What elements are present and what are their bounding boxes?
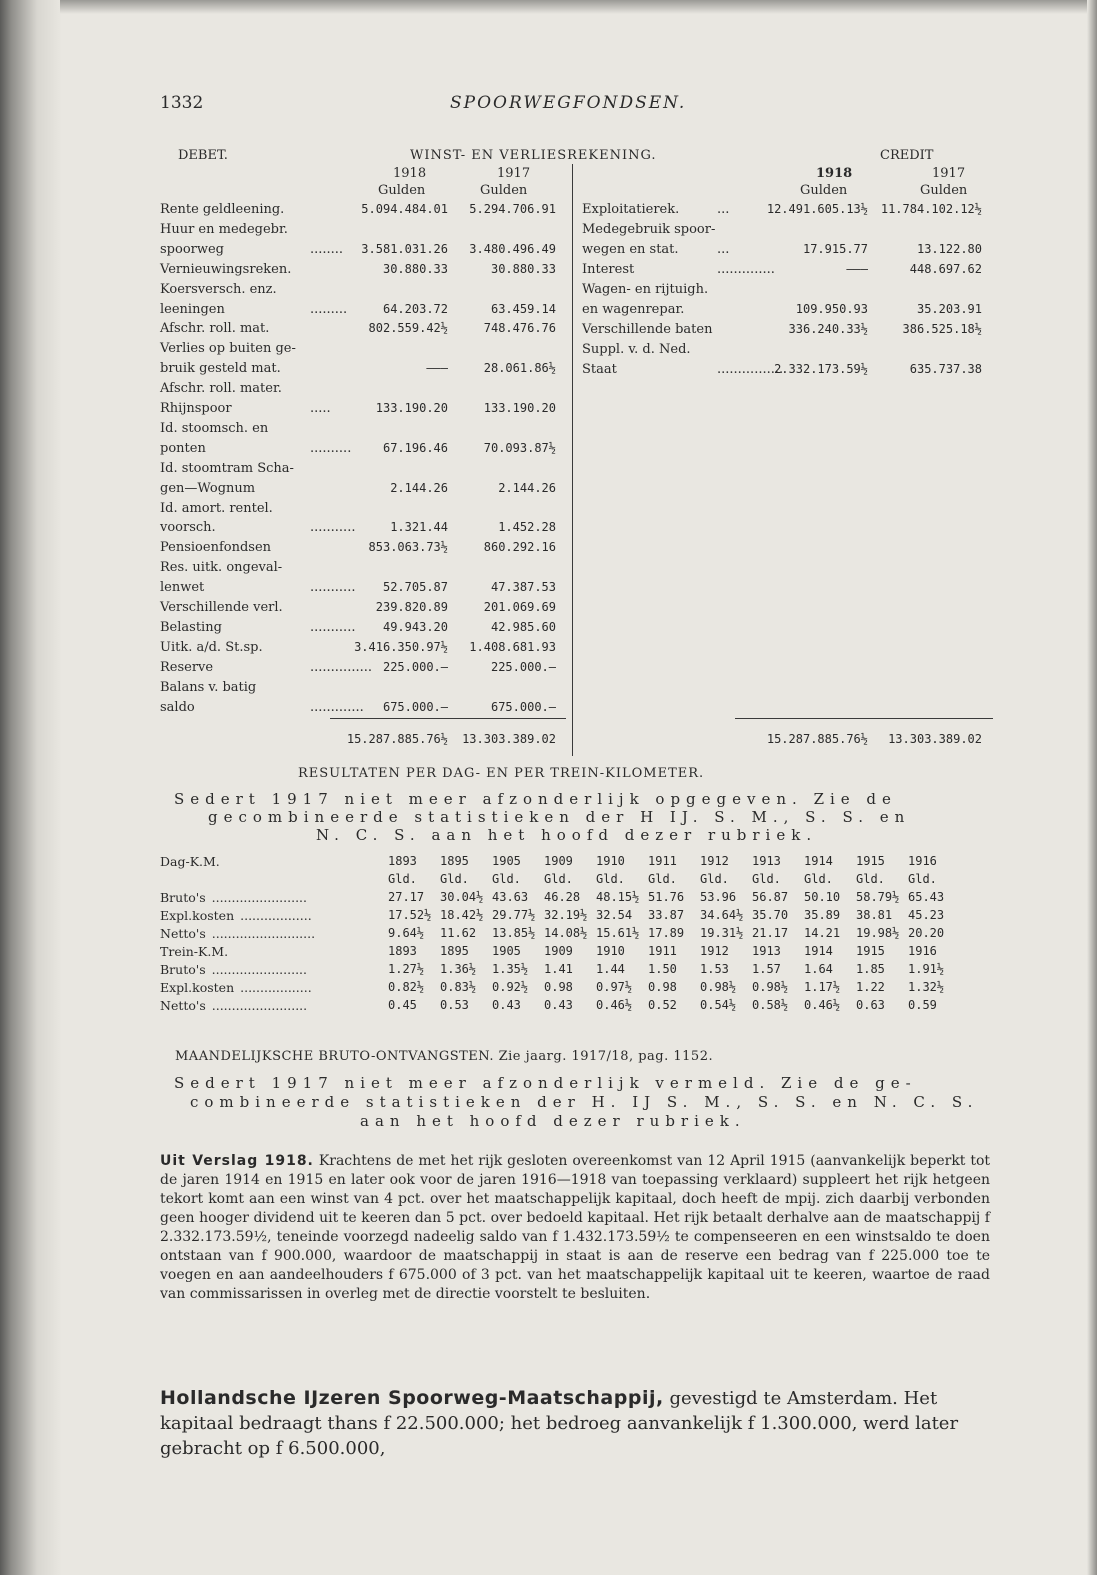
trein-years-row-cell: 1910 bbox=[596, 944, 625, 958]
trein-data-row-cell: 0.98 bbox=[544, 980, 573, 994]
credit-year-1917: 1917 bbox=[932, 166, 966, 181]
dag-years-row-cell: 1910 bbox=[596, 854, 625, 868]
dag-data-row-cell: 43.63 bbox=[492, 890, 529, 904]
credit-value-1918: 17.915.77 bbox=[802, 242, 868, 256]
debit-year-1917: 1917 bbox=[497, 166, 531, 181]
page-number: 1332 bbox=[160, 93, 204, 113]
trein-data-row-cell: 0.97½ bbox=[596, 980, 633, 994]
results-heading: RESULTATEN PER DAG- EN PER TREIN-KILOMETER. bbox=[298, 766, 705, 781]
credit-value-1917: 386.525.18½ bbox=[902, 322, 982, 336]
dag-years-row-cell: 1893 bbox=[388, 854, 417, 868]
trein-years-row-cell: 1909 bbox=[544, 944, 573, 958]
debit-value-1918: ——— bbox=[426, 361, 448, 376]
trein-years-row-cell: 1893 bbox=[388, 944, 417, 958]
debit-row-label: spoorweg bbox=[160, 241, 225, 257]
debit-row-label: saldo bbox=[160, 699, 195, 715]
trein-years-row-cell: 1914 bbox=[804, 944, 833, 958]
debit-total-rule bbox=[330, 718, 566, 719]
debit-row-leader-dots: ..... bbox=[310, 401, 331, 416]
dag-data-row-cell: 65.43 bbox=[908, 890, 945, 904]
trein-data-row-cell: 1.22 bbox=[856, 980, 885, 994]
dag-data-row-cell: 18.42½ bbox=[440, 908, 484, 922]
trein-data-row-cell: 0.63 bbox=[856, 998, 885, 1012]
trein-data-row-leader-dots: ........................ bbox=[211, 997, 308, 1013]
dag-data-row bbox=[160, 924, 960, 942]
unit-row bbox=[160, 870, 960, 888]
trein-data-row-cell: 0.52 bbox=[648, 998, 677, 1012]
results-note-line-3: N. C. S. aan het hoofd dezer rubriek. bbox=[316, 826, 818, 844]
trein-data-row-cell: 1.50 bbox=[648, 962, 677, 976]
dag-data-row-cell: 19.98½ bbox=[856, 926, 900, 940]
debit-value-1917: 70.093.87½ bbox=[483, 440, 556, 455]
credit-value-1917: 35.203.91 bbox=[916, 302, 982, 316]
debit-row-label: Rhijnspoor bbox=[160, 401, 232, 416]
debit-row-label: Id. stoomsch. en bbox=[160, 420, 269, 436]
debit-year-1918: 1918 bbox=[393, 166, 427, 181]
trein-data-row-label bbox=[160, 996, 388, 1014]
ledger-heading: WINST- EN VERLIESREKENING. bbox=[410, 148, 657, 163]
dag-data-row-leader-dots: ........................ bbox=[211, 889, 307, 905]
dag-data-row bbox=[160, 888, 960, 906]
dag-years-row-label-text: Dag-K.M. bbox=[160, 853, 220, 869]
debit-value-1918: 67.196.46 bbox=[382, 440, 448, 455]
unit-row-cell: Gld. bbox=[596, 872, 625, 886]
trein-data-row-cell: 0.98½ bbox=[700, 980, 737, 994]
debit-row-label: Verschillende verl. bbox=[160, 600, 283, 615]
dag-years-row-cell: 1915 bbox=[856, 854, 885, 868]
credit-total-1918: 15.287.885.76½ bbox=[766, 732, 868, 746]
page-right-edge bbox=[1087, 0, 1097, 1575]
dag-years-row-cell: 1911 bbox=[648, 854, 677, 868]
debit-value-1917: 3.480.496.49 bbox=[469, 241, 556, 256]
trein-data-row-cell: 0.92½ bbox=[492, 980, 529, 994]
debit-row-leader-dots: ............... bbox=[310, 659, 372, 675]
trein-years-row-cell: 1913 bbox=[752, 944, 781, 958]
dag-data-row-cell: 33.87 bbox=[648, 908, 685, 922]
dag-data-row-cell: 17.52½ bbox=[388, 908, 432, 922]
debit-row-label: Afschr. roll. mat. bbox=[160, 321, 270, 337]
dag-data-row-cell: 17.89 bbox=[648, 926, 685, 940]
trein-data-row-cell: 1.64 bbox=[804, 962, 833, 976]
unit-row-cell: Gld. bbox=[388, 872, 417, 886]
debit-row-leader-dots: ........... bbox=[310, 619, 356, 635]
debit-value-1918: 3.416.350.97½ bbox=[354, 639, 448, 654]
trein-data-row-cell: 1.91½ bbox=[908, 962, 945, 976]
unit-row-cell: Gld. bbox=[752, 872, 781, 886]
credit-value-1918: ——— bbox=[846, 262, 868, 276]
unit-row-cell: Gld. bbox=[856, 872, 885, 886]
debit-row-label: Rente geldleening. bbox=[160, 202, 285, 217]
dag-data-row-cell: 56.87 bbox=[752, 890, 789, 904]
debit-value-1917: 42.985.60 bbox=[490, 619, 556, 634]
credit-row-leader-dots: .............. bbox=[717, 262, 775, 277]
credit-total-1917: 13.303.389.02 bbox=[888, 732, 982, 746]
company-text: gevestigd te Amsterdam. Het kapitaal bedraagt thans f 22.500.000; het bedroeg aanvankelijk f 1.300.000, werd later gebracht op f 6.500.000, bbox=[160, 1388, 959, 1459]
trein-data-row-cell: 1.35½ bbox=[492, 962, 529, 976]
debit-row-label: Huur en medegebr. bbox=[160, 221, 288, 237]
trein-data-row-cell: 0.53 bbox=[440, 998, 469, 1012]
unit-row-cell: Gld. bbox=[544, 872, 573, 886]
debit-value-1918: 225.000.— bbox=[382, 659, 448, 674]
trein-years-row-label-text: Trein-K.M. bbox=[160, 943, 229, 959]
debit-row-label: Verlies op buiten ge- bbox=[160, 341, 296, 357]
trein-years-row-cell: 1912 bbox=[700, 944, 729, 958]
debit-value-1917: 1.452.28 bbox=[498, 520, 556, 535]
trein-data-row-cell: 0.58½ bbox=[752, 998, 789, 1012]
dag-years-row-label bbox=[160, 852, 388, 870]
dag-years-row-cell: 1913 bbox=[752, 854, 781, 868]
credit-year-1918: 1918 bbox=[816, 166, 853, 181]
trein-data-row-label-text: Netto's bbox=[160, 997, 206, 1013]
credit-value-1917: 635.737.38 bbox=[909, 362, 982, 376]
debit-value-1917: 748.476.76 bbox=[483, 321, 556, 336]
credit-row-label: Exploitatierek. bbox=[582, 202, 680, 217]
trein-data-row-cell: 0.59 bbox=[908, 998, 937, 1012]
unit-row-cell: Gld. bbox=[492, 872, 521, 886]
debit-value-1918: 64.203.72 bbox=[382, 301, 448, 316]
debit-value-1918: 853.063.73½ bbox=[368, 540, 448, 555]
dag-data-row-cell: 58.79½ bbox=[856, 890, 900, 904]
dag-data-row-cell: 38.81 bbox=[856, 908, 893, 922]
trein-data-row bbox=[160, 960, 960, 978]
debit-row-label: Pensioenfondsen bbox=[160, 540, 272, 556]
debit-row-label: bruik gesteld mat. bbox=[160, 361, 281, 377]
trein-data-row-label bbox=[160, 978, 388, 996]
trein-data-row bbox=[160, 996, 960, 1014]
dag-data-row-label bbox=[160, 924, 388, 942]
dag-years-row-cell: 1914 bbox=[804, 854, 833, 868]
trein-years-row-cell: 1905 bbox=[492, 944, 521, 958]
dag-data-row-cell: 13.85½ bbox=[492, 926, 536, 940]
dag-data-row-cell: 29.77½ bbox=[492, 908, 536, 922]
credit-value-1918: 109.950.93 bbox=[795, 302, 868, 316]
debit-value-1918: 49.943.20 bbox=[382, 619, 448, 634]
debit-value-1918: 52.705.87 bbox=[382, 580, 448, 595]
dag-data-row-label-text: Netto's bbox=[160, 925, 206, 941]
debit-value-1918: 2.144.26 bbox=[390, 480, 448, 495]
credit-value-1917: 448.697.62 bbox=[909, 262, 982, 276]
debit-row-label: gen—Wognum bbox=[160, 480, 256, 496]
debit-value-1918: 30.880.33 bbox=[382, 261, 448, 276]
debit-row-label: leeningen bbox=[160, 301, 225, 317]
company-name: Hollandsche IJzeren Spoorweg-Maatschappij, bbox=[160, 1387, 664, 1409]
dag-years-row-cell: 1909 bbox=[544, 854, 573, 868]
dag-data-row-cell: 50.10 bbox=[804, 890, 841, 904]
credit-value-1918: 336.240.33½ bbox=[788, 322, 868, 336]
debit-row-label: Balans v. batig bbox=[160, 679, 257, 695]
credit-value-1918: 2.332.173.59½ bbox=[774, 362, 868, 376]
dag-data-row-cell: 34.64½ bbox=[700, 908, 744, 922]
dag-years-row-cell: 1916 bbox=[908, 854, 937, 868]
dag-data-row-cell: 46.28 bbox=[544, 890, 581, 904]
monthly-heading: MAANDELIJKSCHE BRUTO-ONTVANGSTEN. Zie jaarg. 1917/18, pag. 1152. bbox=[175, 1049, 714, 1064]
trein-data-row-cell: 0.98 bbox=[648, 980, 677, 994]
credit-row-leader-dots: ... bbox=[717, 242, 730, 257]
trein-data-row-cell: 1.27½ bbox=[388, 962, 425, 976]
debit-value-1917: 133.190.20 bbox=[483, 401, 556, 415]
dag-data-row-cell: 32.54 bbox=[596, 908, 633, 922]
trein-years-row-cell: 1915 bbox=[856, 944, 885, 958]
company-paragraph bbox=[160, 1386, 990, 1461]
debit-row-label: Id. amort. rentel. bbox=[160, 500, 273, 516]
dag-data-row-label bbox=[160, 888, 388, 906]
dag-data-row-label-text: Expl.kosten bbox=[160, 907, 235, 923]
trein-data-row-cell: 1.17½ bbox=[804, 980, 841, 994]
debit-unit-1918: Gulden bbox=[378, 183, 426, 198]
credit-row-leader-dots: ................ bbox=[717, 362, 784, 377]
dag-data-row-leader-dots: .......................... bbox=[211, 925, 316, 941]
debit-value-1918: 1.321.44 bbox=[390, 520, 448, 535]
debit-row-label: Reserve bbox=[160, 659, 214, 675]
unit-row-cell: Gld. bbox=[908, 872, 937, 886]
trein-data-row-cell: 0.45 bbox=[388, 998, 417, 1012]
debit-value-1917: 1.408.681.93 bbox=[469, 639, 556, 654]
book-binding-shadow bbox=[0, 0, 62, 1575]
debit-row-leader-dots: ........... bbox=[310, 580, 356, 596]
debit-value-1917: 47.387.53 bbox=[490, 580, 556, 595]
trein-data-row-cell: 1.53 bbox=[700, 962, 729, 976]
trein-data-row-cell: 0.46½ bbox=[596, 998, 633, 1012]
debit-value-1917: 675.000.— bbox=[490, 699, 556, 714]
trein-data-row-leader-dots: .................. bbox=[240, 979, 312, 995]
trein-data-row-cell: 0.83½ bbox=[440, 980, 477, 994]
trein-data-row-cell: 0.43 bbox=[492, 998, 521, 1012]
credit-row-label: en wagenrepar. bbox=[582, 302, 685, 317]
trein-data-row-cell: 1.36½ bbox=[440, 962, 477, 976]
debit-value-1917: 225.000.— bbox=[490, 659, 556, 674]
credit-row-label: wegen en stat. bbox=[582, 242, 679, 257]
unit-row-cell: Gld. bbox=[700, 872, 729, 886]
credit-row-label: Wagen- en rijtuigh. bbox=[582, 282, 709, 297]
dag-years-row bbox=[160, 852, 960, 870]
dag-data-row-cell: 19.31½ bbox=[700, 926, 744, 940]
debit-total-1918: 15.287.885.76½ bbox=[346, 732, 448, 746]
dag-data-row-cell: 30.04½ bbox=[440, 890, 484, 904]
debit-value-1918: 5.094.484.01 bbox=[361, 202, 448, 216]
results-note-line-2: gecombineerde statistieken der H IJ. S. M., S. S. en bbox=[208, 808, 911, 826]
credit-value-1918: 12.491.605.13½ bbox=[766, 202, 868, 216]
dag-data-row-label bbox=[160, 906, 388, 924]
trein-years-row-cell: 1895 bbox=[440, 944, 469, 958]
trein-years-row-cell: 1916 bbox=[908, 944, 937, 958]
unit-row-label bbox=[160, 870, 388, 888]
debit-value-1917: 28.061.86½ bbox=[483, 361, 556, 376]
running-title: SPOORWEGFONDSEN. bbox=[450, 93, 687, 113]
debit-row-label: Id. stoomtram Scha- bbox=[160, 460, 294, 476]
unit-row-cell: Gld. bbox=[804, 872, 833, 886]
dag-data-row-cell: 9.64½ bbox=[388, 926, 425, 940]
dag-data-row-cell: 27.17 bbox=[388, 890, 425, 904]
trein-data-row-label-text: Expl.kosten bbox=[160, 979, 235, 995]
dag-years-row-cell: 1905 bbox=[492, 854, 521, 868]
debit-row-leader-dots: ........... bbox=[310, 520, 356, 536]
credit-row-label: Verschillende baten bbox=[582, 322, 713, 337]
results-note-line-1: Sedert 1917 niet meer afzonderlijk opgegeven. Zie de bbox=[174, 790, 897, 808]
debit-value-1917: 30.880.33 bbox=[490, 261, 556, 276]
unit-row-cell: Gld. bbox=[648, 872, 677, 886]
debit-row-leader-dots: .......... bbox=[310, 440, 352, 456]
debit-row-label: ponten bbox=[160, 440, 206, 456]
debit-value-1917: 860.292.16 bbox=[483, 540, 556, 555]
report-text: Krachtens de met het rijk gesloten overeenkomst van 12 April 1915 (aanvankelijk beperkt tot de jaren 1914 en 1915 en later ook voor de jaren 1916—1918 van toepassing verklaard) suppleert het rijk hetgeen tekort komt aan een winst van 4 pct. over het maatschappelijk kapitaal, doch heeft de mpij. zich daarbij verbonden geen hooger dividend uit te keeren dan 5 pct. over bedoeld kapitaal. Het rijk betaalt derhalve aan de maatschappij f 2.332.173.59½, teneinde voorzegd nadeelig saldo van f 1.432.173.59½ te compenseeren en een winstsaldo te doen ontstaan van f 900.000, waardoor de maatschappij in staat is aan de reserve een bedrag van f 225.000 toe te voegen en aan aandeelhouders f 675.000 of 3 pct. van het maatschappelijk kapitaal uit te keeren, waartoe de raad van commissarissen in overleg met de directie voorstelt te besluiten. bbox=[160, 1153, 991, 1302]
trein-data-row-cell: 1.41 bbox=[544, 962, 573, 976]
dag-data-row-cell: 35.70 bbox=[752, 908, 789, 922]
dag-data-row-cell: 32.19½ bbox=[544, 908, 588, 922]
credit-total-rule bbox=[735, 718, 993, 719]
credit-row-label: Medegebruik spoor- bbox=[582, 222, 716, 237]
credit-row-leader-dots: ... bbox=[717, 202, 730, 217]
dag-data-row-cell: 48.15½ bbox=[596, 890, 640, 904]
dag-data-row-label-text: Bruto's bbox=[160, 889, 206, 905]
credit-unit-1918: Gulden bbox=[800, 183, 848, 198]
trein-data-row-cell: 0.43 bbox=[544, 998, 573, 1012]
debit-row-label: Res. uitk. ongeval- bbox=[160, 560, 283, 576]
debit-value-1917: 63.459.14 bbox=[490, 301, 556, 316]
trein-years-row-cell: 1911 bbox=[648, 944, 677, 958]
monthly-note-line-1: Sedert 1917 niet meer afzonderlijk vermeld. Zie de ge- bbox=[174, 1074, 917, 1092]
trein-data-row-label-text: Bruto's bbox=[160, 961, 206, 977]
dag-data-row-cell: 35.89 bbox=[804, 908, 841, 922]
trein-data-row-cell: 1.32½ bbox=[908, 980, 945, 994]
trein-data-row-cell: 1.57 bbox=[752, 962, 781, 976]
debit-value-1917: 201.069.69 bbox=[483, 600, 556, 614]
debit-row-label: Belasting bbox=[160, 619, 222, 635]
unit-row-cell: Gld. bbox=[440, 872, 469, 886]
debit-row-label: lenwet bbox=[160, 580, 205, 596]
dag-data-row bbox=[160, 906, 960, 924]
trein-data-row-cell: 0.46½ bbox=[804, 998, 841, 1012]
dag-data-row-cell: 21.17 bbox=[752, 926, 789, 940]
page-top-edge bbox=[60, 0, 1097, 14]
dag-data-row-leader-dots: .................. bbox=[240, 907, 312, 923]
debit-row-label: Vernieuwingsreken. bbox=[160, 261, 292, 277]
debit-row-label: Afschr. roll. mater. bbox=[160, 381, 282, 397]
dag-data-row-cell: 14.21 bbox=[804, 926, 841, 940]
debit-value-1917: 5.294.706.91 bbox=[469, 202, 556, 216]
credit-row-label: Interest bbox=[582, 262, 635, 277]
debit-value-1917: 2.144.26 bbox=[498, 480, 556, 495]
trein-data-row-cell: 0.98½ bbox=[752, 980, 789, 994]
dag-data-row-cell: 14.08½ bbox=[544, 926, 588, 940]
results-table bbox=[160, 852, 960, 1014]
dag-data-row-cell: 53.96 bbox=[700, 890, 737, 904]
debit-total-1917: 13.303.389.02 bbox=[462, 732, 556, 746]
credit-unit-1917: Gulden bbox=[920, 183, 968, 198]
monthly-note-line-2: combineerde statistieken der H. IJ S. M., S. S. en N. C. S. bbox=[190, 1093, 979, 1111]
dag-data-row-cell: 51.76 bbox=[648, 890, 685, 904]
trein-data-row-cell: 1.85 bbox=[856, 962, 885, 976]
trein-data-row-cell: 1.44 bbox=[596, 962, 625, 976]
trein-data-row-label bbox=[160, 960, 388, 978]
report-lead: Uit Verslag 1918. bbox=[160, 1153, 314, 1169]
debet-label: DEBET. bbox=[178, 148, 228, 163]
debit-row-label: Uitk. a/d. St.sp. bbox=[160, 639, 263, 655]
trein-data-row-leader-dots: ........................ bbox=[211, 961, 307, 977]
dag-data-row-cell: 20.20 bbox=[908, 926, 945, 940]
debit-row-leader-dots: ......... bbox=[310, 301, 348, 317]
dag-years-row-cell: 1912 bbox=[700, 854, 729, 868]
dag-data-row-cell: 45.23 bbox=[908, 908, 945, 922]
debit-row-leader-dots: ............. bbox=[310, 699, 364, 715]
trein-data-row bbox=[160, 978, 960, 996]
dag-years-row-cell: 1895 bbox=[440, 854, 469, 868]
credit-value-1917: 13.122.80 bbox=[916, 242, 982, 256]
credit-value-1917: 11.784.102.12½ bbox=[880, 202, 982, 216]
monthly-note-line-3: aan het hoofd dezer rubriek. bbox=[360, 1112, 746, 1130]
debit-unit-1917: Gulden bbox=[480, 183, 528, 198]
credit-label: CREDIT bbox=[880, 148, 934, 163]
debit-value-1918: 3.581.031.26 bbox=[361, 241, 448, 256]
debit-value-1918: 239.820.89 bbox=[375, 600, 448, 614]
debit-row-leader-dots: ........ bbox=[310, 241, 344, 257]
dag-data-row-cell: 11.62 bbox=[440, 926, 477, 940]
trein-years-row bbox=[160, 942, 960, 960]
debit-value-1918: 675.000.— bbox=[382, 699, 448, 714]
credit-row-label: Staat bbox=[582, 362, 617, 377]
debit-row-label: Koersversch. enz. bbox=[160, 281, 277, 297]
dag-data-row-cell: 15.61½ bbox=[596, 926, 640, 940]
trein-data-row-cell: 0.82½ bbox=[388, 980, 425, 994]
ledger-column-divider bbox=[572, 164, 573, 756]
debit-value-1918: 802.559.42½ bbox=[368, 321, 448, 336]
trein-data-row-cell: 0.54½ bbox=[700, 998, 737, 1012]
debit-row-label: voorsch. bbox=[160, 520, 216, 536]
debit-value-1918: 133.190.20 bbox=[375, 401, 448, 415]
report-paragraph bbox=[160, 1152, 990, 1304]
credit-row-label: Suppl. v. d. Ned. bbox=[582, 342, 691, 357]
trein-years-row-label bbox=[160, 942, 388, 960]
